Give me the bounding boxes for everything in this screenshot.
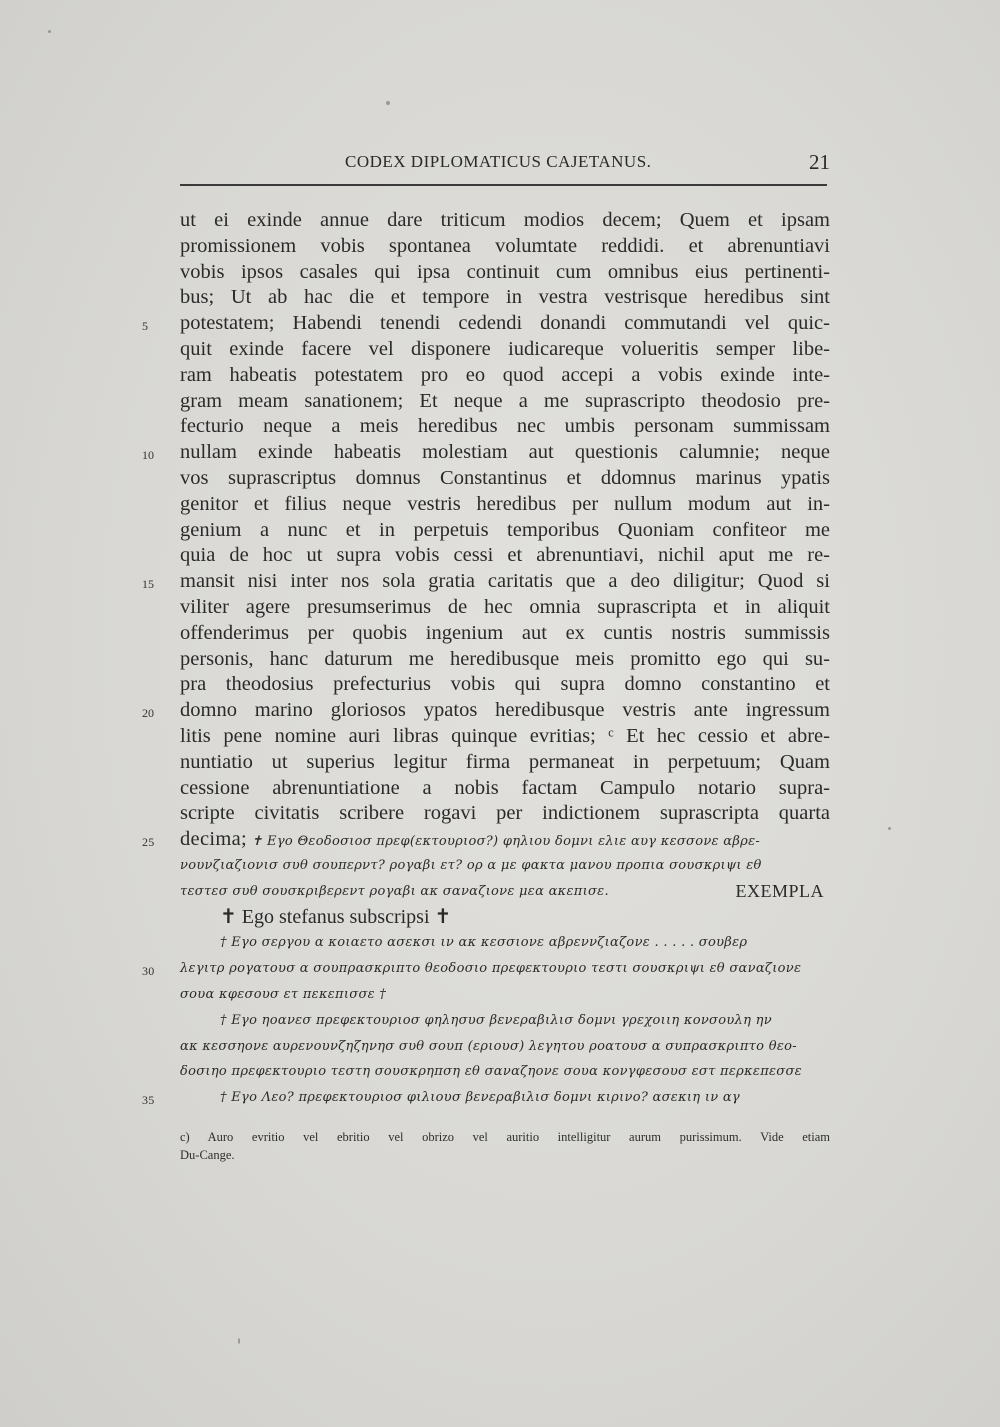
text-line xyxy=(180,1008,830,1034)
text-line xyxy=(180,672,830,698)
line-text: quit exinde facere vel disponere iudicareque volueritis semper libe- xyxy=(180,337,830,360)
line-text: pra theodosius prefecturius vobis qui supra domno constantino et xyxy=(180,673,830,696)
text-line xyxy=(180,414,830,440)
running-title: CODEX DIPLOMATICUS CAJETANUS. xyxy=(345,152,652,171)
subscription-line: ✝ Ego stefanus subscripsi ✝ xyxy=(220,905,452,928)
body-text xyxy=(142,208,830,1111)
line-number: 5 xyxy=(142,319,148,334)
text-line xyxy=(180,750,830,776)
line-number: 30 xyxy=(142,964,155,979)
line-text: cessione abrenuntiatione a nobis factam Campulo notario supra- xyxy=(180,776,830,799)
text-line xyxy=(142,569,830,595)
text-line xyxy=(142,440,830,466)
text-line xyxy=(180,285,830,311)
text-line xyxy=(180,647,830,673)
text-line xyxy=(180,234,830,260)
paper-speck xyxy=(888,827,891,830)
greek-text: λεγιτρ ρογατουσ α σουπρασκριπτο θεοδοσιο πρεφεκτουριο τεστι σουσκριψι εθ σαναζιονε xyxy=(180,961,802,977)
text-line xyxy=(180,208,830,234)
text-line xyxy=(180,543,830,569)
footnote-line: c) Auro evritio vel ebritio vel obrizo vel auritio intelligitur aurum purissimum. Vide etiam xyxy=(180,1130,830,1144)
text-line xyxy=(180,905,830,931)
text-line xyxy=(142,956,830,982)
text-line xyxy=(180,492,830,518)
text-line xyxy=(180,1034,830,1060)
greek-text: νουνζιαζιονισ συθ σουπερντ? ρογαβι ετ? ορ α με φακτα μανου προπια σουσκριψι εθ xyxy=(180,857,762,873)
text-line xyxy=(180,776,830,802)
paper-speck xyxy=(238,1338,240,1344)
line-number: 10 xyxy=(142,448,154,463)
greek-text: ✝ Εγο Θεοδοσιοσ πρεφ(εκτουριοσ?) φηλιου δομνι ελιε αυγ κεσσονε αβρε- xyxy=(251,834,761,850)
paper-speck xyxy=(48,30,51,33)
line-text: genium a nunc et in perpetuis temporibus Quoniam confiteor me xyxy=(180,518,830,541)
text-line xyxy=(180,1059,830,1085)
line-text: offenderimus per quobis ingenium aut ex cuntis nostris summissis xyxy=(180,621,830,644)
line-text: vos suprascriptus domnus Constantinus et ddomnus marinus ypatis xyxy=(180,466,830,489)
text-line xyxy=(142,1085,830,1111)
line-text: vobis ipsos casales qui ipsa continuit cum omnibus eius pertinenti- xyxy=(180,260,830,283)
line-text: gram meam sanationem; Et neque a me suprascripto theodosio pre- xyxy=(180,389,830,412)
greek-text: † Εγο Λεο? πρεφεκτουριοσ φιλιουσ βενεραβιλισ δομνι κιρινο? ασεκιη ιν αγ xyxy=(220,1090,741,1106)
line-text: litis pene nomine auri libras quinque evritias; ᶜ Et hec cessio et abre- xyxy=(180,724,830,747)
line-text: personis, hanc daturum me heredibusque meis promitto ego qui su- xyxy=(180,647,830,670)
line-number: 35 xyxy=(142,1093,155,1108)
page-number: 21 xyxy=(809,150,830,174)
text-line xyxy=(180,595,830,621)
line-text: viliter agere presumserimus de hec omnia suprascripta et in aliquit xyxy=(180,595,830,618)
line-text: bus; Ut ab hac die et tempore in vestra vestrisque heredibus sint xyxy=(180,286,830,309)
text-line xyxy=(180,363,830,389)
text-line xyxy=(180,389,830,415)
text-line xyxy=(142,311,830,337)
line-text: fecturio neque a meis heredibus nec umbis personam summissam xyxy=(180,415,830,438)
greek-text: ακ κεσσηονε αυρενουνζηζηνησ συθ σουπ (εριουσ) λεγητου ροατουσ α συπρασκριπτο θεο- xyxy=(180,1038,797,1054)
line-text: genitor et filius neque vestris heredibus per nullum modum aut in- xyxy=(180,492,830,515)
line-text: domno marino gloriosos ypatos heredibusque vestris ante ingressum xyxy=(180,699,830,722)
text-line xyxy=(180,879,830,905)
text-line xyxy=(142,698,830,724)
line-number: 15 xyxy=(142,577,154,592)
text-line xyxy=(180,518,830,544)
text-line xyxy=(142,827,830,853)
text-line xyxy=(180,260,830,286)
text-line xyxy=(180,930,830,956)
greek-text: † Εγο ηοανεσ πρεφεκτουριοσ φηλησυσ βενεραβιλισ δομνι γρεχοιιη κονσουλη ην xyxy=(220,1012,772,1028)
line-text: decima; xyxy=(180,828,247,851)
paper-speck xyxy=(386,101,390,105)
greek-text: σουα κφεσουσ ετ πεκεπισσε † xyxy=(180,986,387,1002)
text-line xyxy=(180,621,830,647)
line-text: scripte civitatis scribere rogavi per indictionem suprascripta quarta xyxy=(180,802,830,825)
line-text: nullam exinde habeatis molestiam aut questionis calumnie; neque xyxy=(180,441,830,464)
exempla-label: EXEMPLA xyxy=(735,880,824,901)
line-text: promissionem vobis spontanea volumtate reddidi. et abrenuntiavi xyxy=(180,234,830,257)
greek-text: τεστεσ συθ σουσκριβερεντ ρογαβι ακ σαναζιονε μεα ακεπισε. xyxy=(180,883,609,899)
line-text: potestatem; Habendi tenendi cedendi donandi commutandi vel quic- xyxy=(180,312,830,335)
line-text: ram habeatis potestatem pro eo quod accepi a vobis exinde inte- xyxy=(180,363,830,386)
running-header xyxy=(180,152,830,178)
line-text: quia de hoc ut supra vobis cessi et abrenuntiavi, nichil aput me re- xyxy=(180,544,830,567)
footnote xyxy=(180,1128,830,1164)
line-number: 25 xyxy=(142,835,155,850)
header-rule xyxy=(180,184,827,186)
text-line xyxy=(180,337,830,363)
text-line xyxy=(180,801,830,827)
line-text: mansit nisi inter nos sola gratia caritatis que a deo diligitur; Quod si xyxy=(180,570,830,593)
text-line xyxy=(180,466,830,492)
text-line xyxy=(180,853,830,879)
line-number: 20 xyxy=(142,706,154,721)
line-text: ut ei exinde annue dare triticum modios decem; Quem et ipsam xyxy=(180,209,830,231)
text-line xyxy=(180,982,830,1008)
line-text: nuntiatio ut superius legitur firma permaneat in perpetuum; Quam xyxy=(180,750,830,773)
greek-text: δοσιηο πρεφεκτουριο τεστη σουσκρηπση εθ σαναζηονε σουα κονγφεσουσ εστ περκεπεσσε xyxy=(180,1064,802,1080)
footnote-line: Du-Cange. xyxy=(180,1148,235,1162)
text-line xyxy=(180,724,830,750)
greek-text: † Εγο σεργου α κοιαετο ασεκσι ιν ακ κεσσιονε αβρεννζιαζονε . . . . . σουβερ xyxy=(220,935,748,951)
